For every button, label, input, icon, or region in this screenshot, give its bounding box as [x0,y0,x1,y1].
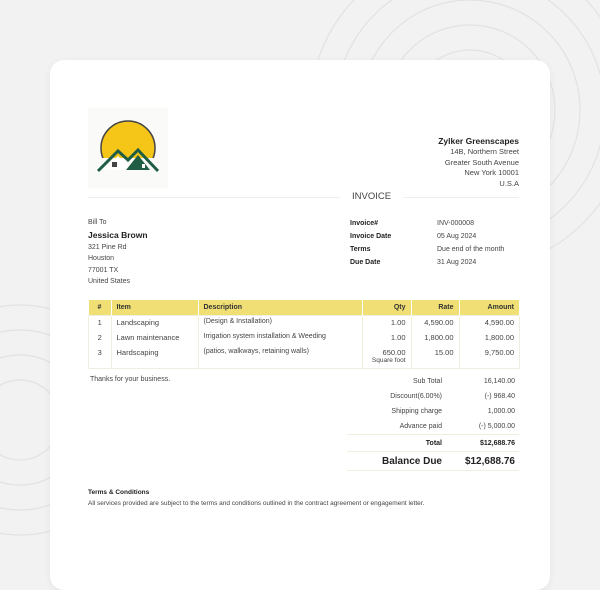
qty-unit: Square foot [371,357,406,364]
row-item: Lawn maintenance [111,331,198,346]
meta-label: Due Date [350,259,381,266]
row-qty: 1.00 [362,316,411,332]
row-amount: 4,590.00 [459,316,520,332]
address-line: Greater South Avenue [444,157,519,167]
notes: Thanks for your business. [90,376,171,383]
address-line: United States [88,278,131,285]
terms-section [88,489,424,507]
row-number: 3 [89,346,112,369]
col-item: Item [111,300,198,316]
meta-row [350,243,504,256]
total-value: 1,000.00 [487,408,515,415]
meta-value: INV-000008 [437,220,474,227]
row-qty [362,346,411,369]
meta-label: Invoice Date [350,233,392,240]
qty-value: 650.00 [382,348,406,357]
col-qty: Qty [362,300,411,316]
advance-row [347,419,519,434]
row-amount: 9,750.00 [459,346,520,369]
row-rate: 15.00 [411,346,459,369]
company-logo [88,108,168,188]
total-label: Shipping charge [391,408,442,415]
total-value: 16,140.00 [483,378,515,385]
address-line: U.S.A [499,178,519,188]
row-qty: 1.00 [362,331,411,346]
total-label: Total [425,439,442,447]
table-header [89,300,520,316]
total-value: (-) 968.40 [484,393,515,400]
col-description: Description [198,300,362,316]
row-item: Hardscaping [111,346,198,369]
balance-due-row [347,451,519,471]
meta-row [350,217,504,230]
row-rate: 1,800.00 [411,331,459,346]
table-row [89,316,520,332]
shipping-row [347,404,519,419]
table-row [89,346,520,369]
row-description: (patios, walkways, retaining walls) [198,346,362,369]
line-items-table [88,300,520,369]
address-line: 14B, Northern Street [450,147,519,156]
total-label: Sub Total [412,378,442,385]
meta-label: Invoice# [350,220,379,227]
col-amount: Amount [459,300,520,316]
row-rate: 4,590.00 [411,316,459,332]
row-item: Landscaping [111,316,198,332]
total-label: Advance paid [399,423,442,430]
terms-heading: Terms & Conditions [88,489,150,496]
address-line: 77001 TX [88,266,119,274]
discount-row [347,389,519,404]
row-description: Irrigation system installation & Weeding [198,331,362,346]
bill-to-label: Bill To [88,219,107,226]
col-rate: Rate [411,300,459,316]
title-divider [88,197,519,198]
totals-section [347,374,519,471]
row-amount: 1,800.00 [459,331,520,346]
invoice-meta [350,217,504,269]
balance-value: $12,688.76 [464,455,515,467]
meta-value: 31 Aug 2024 [437,259,477,266]
col-number: # [89,300,112,316]
meta-row [350,256,504,269]
terms-text: All services provided are subject to the terms and conditions outlined in the contract agreement or engagement letter. [88,500,425,507]
meta-value: Due end of the month [437,246,505,253]
organization-address [438,135,519,189]
customer-name: Jessica Brown [88,229,148,240]
meta-row [350,230,504,243]
total-value: $12,688.76 [479,439,515,447]
table-row [89,331,520,346]
balance-label: Balance Due [381,455,442,467]
address-line: Houston [88,255,115,262]
organization-name: Zylker Greenscapes [438,136,519,146]
address-line: 321 Pine Rd [88,243,127,251]
row-number: 1 [89,316,112,332]
total-label: Discount(6.00%) [390,393,442,400]
invoice-title: INVOICE [340,191,403,202]
meta-label: Terms [350,246,371,253]
total-row [347,434,519,451]
row-number: 2 [89,331,112,346]
invoice-card [50,60,550,590]
address-line: New York 10001 [464,168,519,177]
subtotal-row [347,374,519,389]
bill-to [88,217,148,288]
meta-value: 05 Aug 2024 [437,233,477,240]
total-value: (-) 5,000.00 [478,423,515,430]
row-description: (Design & Installation) [198,316,362,332]
